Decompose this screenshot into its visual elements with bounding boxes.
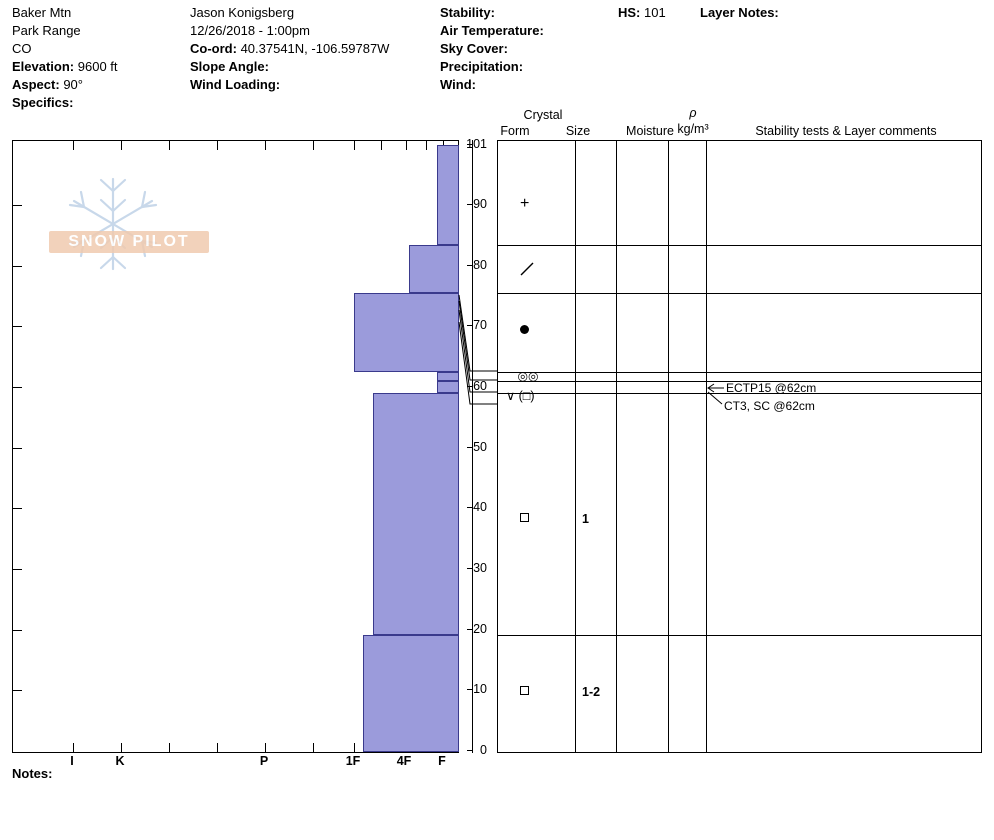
- layer-boundary: [498, 245, 981, 246]
- hardness-tick: [169, 141, 170, 150]
- snowpilot-wordmark: [49, 231, 209, 253]
- layer-boundary: [498, 293, 981, 294]
- hardness-tick: [217, 743, 218, 752]
- depth-tick: [13, 266, 22, 267]
- depth-tick: [13, 569, 22, 570]
- form-heading: Form: [500, 124, 530, 138]
- observer-name: Jason Konigsberg: [190, 5, 295, 20]
- layer-bar: [409, 245, 459, 293]
- hardness-tick: [313, 743, 314, 752]
- layer-notes-label: Layer Notes:: [700, 5, 779, 20]
- sky-cover-label: Sky Cover:: [440, 41, 508, 56]
- hardness-label-4f: 4F: [396, 754, 412, 768]
- notes-label: Notes:: [12, 766, 53, 781]
- header-row: [12, 76, 187, 94]
- depth-tick: [13, 205, 22, 206]
- snowpilot-wordmark-text: SNOW PILOT: [68, 233, 190, 250]
- aspect-label: Aspect:: [12, 77, 60, 92]
- hardness-tick: [73, 743, 74, 752]
- grain-symbol-decomposing-fragmented-icon: [520, 262, 534, 276]
- header-row: [190, 58, 435, 76]
- state-name: CO: [12, 41, 32, 56]
- header-row: [12, 94, 187, 112]
- header-column-layer-notes: [700, 4, 990, 22]
- depth-axis-labels: [459, 137, 493, 757]
- hardness-profile-plot: [12, 140, 459, 753]
- grain-size-value: 1: [582, 512, 589, 526]
- moisture-heading: Moisture: [626, 124, 674, 138]
- layer-bar: [437, 381, 459, 393]
- site-name: Baker Mtn: [12, 5, 72, 20]
- profile-header: [0, 0, 994, 115]
- hardness-label-f: F: [438, 754, 446, 768]
- grid-divider: [668, 141, 669, 752]
- hardness-label-1f: 1F: [345, 754, 361, 768]
- wind-label: Wind:: [440, 77, 476, 92]
- layer-bar: [437, 372, 459, 381]
- snowpilot-logo: [43, 171, 223, 276]
- hardness-label-p: P: [259, 754, 269, 768]
- depth-tick: [13, 630, 22, 631]
- hardness-tick: [265, 743, 266, 752]
- elevation-value: 9600 ft: [77, 59, 118, 74]
- header-column-conditions: [440, 4, 615, 94]
- hardness-tick: [169, 743, 170, 752]
- grain-symbol-surface-hoar: ◎◎: [517, 369, 539, 383]
- hardness-label-i: I: [70, 754, 74, 768]
- depth-tick: [13, 508, 22, 509]
- header-row: [700, 4, 990, 22]
- header-row: [190, 40, 435, 58]
- hardness-tick: [265, 141, 266, 150]
- header-row: [12, 22, 187, 40]
- header-column-location: [12, 4, 187, 112]
- precipitation-label: Precipitation:: [440, 59, 524, 74]
- grain-symbol-faceted-rounded: ∨ (□): [506, 389, 535, 403]
- hs-value: 101: [644, 5, 666, 20]
- layer-bar: [437, 145, 459, 245]
- hardness-tick: [313, 141, 314, 150]
- layer-boundary: [498, 635, 981, 636]
- depth-label: 90: [473, 197, 487, 211]
- stability-test-comment: CT3, SC @62cm: [724, 399, 815, 413]
- grid-divider: [575, 141, 576, 752]
- air-temperature-label: Air Temperature:: [440, 23, 544, 38]
- grid-divider: [706, 141, 707, 752]
- header-row: [12, 4, 187, 22]
- header-row: [190, 76, 435, 94]
- depth-label: 0: [480, 743, 487, 757]
- header-row: [440, 76, 615, 94]
- hardness-tick: [73, 141, 74, 150]
- hardness-tick: [121, 141, 122, 150]
- hardness-tick: [381, 141, 382, 150]
- depth-tick: [13, 387, 22, 388]
- density-units-heading: kg/m³: [677, 122, 709, 136]
- depth-label: 50: [473, 440, 487, 454]
- density-symbol-heading: ρ: [689, 106, 697, 120]
- grid-divider: [616, 141, 617, 752]
- depth-label: 70: [473, 318, 487, 332]
- header-row: [190, 4, 435, 22]
- hardness-label-k: K: [115, 754, 125, 768]
- layer-boundary: [498, 372, 981, 373]
- depth-label: 80: [473, 258, 487, 272]
- hardness-tick: [354, 743, 355, 752]
- elevation-label: Elevation:: [12, 59, 75, 74]
- depth-label: 20: [473, 622, 487, 636]
- layer-bar: [354, 293, 459, 372]
- header-column-hs: [618, 4, 698, 22]
- grain-symbol-faceted-crystals: [520, 686, 529, 695]
- grain-size-value: 1-2: [582, 685, 601, 699]
- hardness-tick: [426, 141, 427, 150]
- specifics-label: Specifics:: [12, 95, 74, 110]
- observation-datetime: 12/26/2018 - 1:00pm: [190, 23, 310, 38]
- depth-tick: [13, 690, 22, 691]
- layer-bar: [363, 635, 459, 752]
- hardness-tick: [217, 141, 218, 150]
- header-row: [440, 22, 615, 40]
- layer-properties-grid: [497, 140, 982, 753]
- range-name: Park Range: [12, 23, 81, 38]
- depth-label: 101: [466, 137, 487, 151]
- header-row: [440, 40, 615, 58]
- depth-tick: [13, 326, 22, 327]
- stability-heading: Stability tests & Layer comments: [755, 124, 937, 138]
- grain-symbol-faceted-crystals: [520, 513, 529, 522]
- hardness-tick: [406, 141, 407, 150]
- wind-loading-label: Wind Loading:: [190, 77, 281, 92]
- layer-bar: [373, 393, 459, 635]
- slope-angle-label: Slope Angle:: [190, 59, 269, 74]
- depth-label: 40: [473, 500, 487, 514]
- header-row: [12, 58, 187, 76]
- aspect-value: 90°: [63, 77, 83, 92]
- grain-symbol-precipitation-particles: +: [520, 195, 530, 212]
- stability-test-comment: ECTP15 @62cm: [726, 381, 817, 395]
- header-row: [12, 40, 187, 58]
- depth-label: 60: [473, 379, 487, 393]
- header-row: [440, 58, 615, 76]
- size-heading: Size: [565, 124, 591, 138]
- hardness-tick: [121, 743, 122, 752]
- coord-label: Co-ord:: [190, 41, 237, 56]
- header-row: [618, 4, 698, 22]
- stability-label: Stability:: [440, 5, 495, 20]
- depth-label: 10: [473, 682, 487, 696]
- crystal-heading: Crystal: [523, 108, 563, 122]
- depth-label: 30: [473, 561, 487, 575]
- hardness-tick: [354, 141, 355, 150]
- grain-symbol-rounded-grains: [520, 325, 529, 334]
- header-row: [440, 4, 615, 22]
- header-column-observer: [190, 4, 435, 94]
- hardness-scale: [12, 753, 459, 771]
- snowflake-icon: [43, 171, 223, 276]
- hs-label: HS:: [618, 5, 641, 20]
- coord-value: 40.37541N, -106.59787W: [240, 41, 390, 56]
- header-row: [190, 22, 435, 40]
- depth-tick: [13, 448, 22, 449]
